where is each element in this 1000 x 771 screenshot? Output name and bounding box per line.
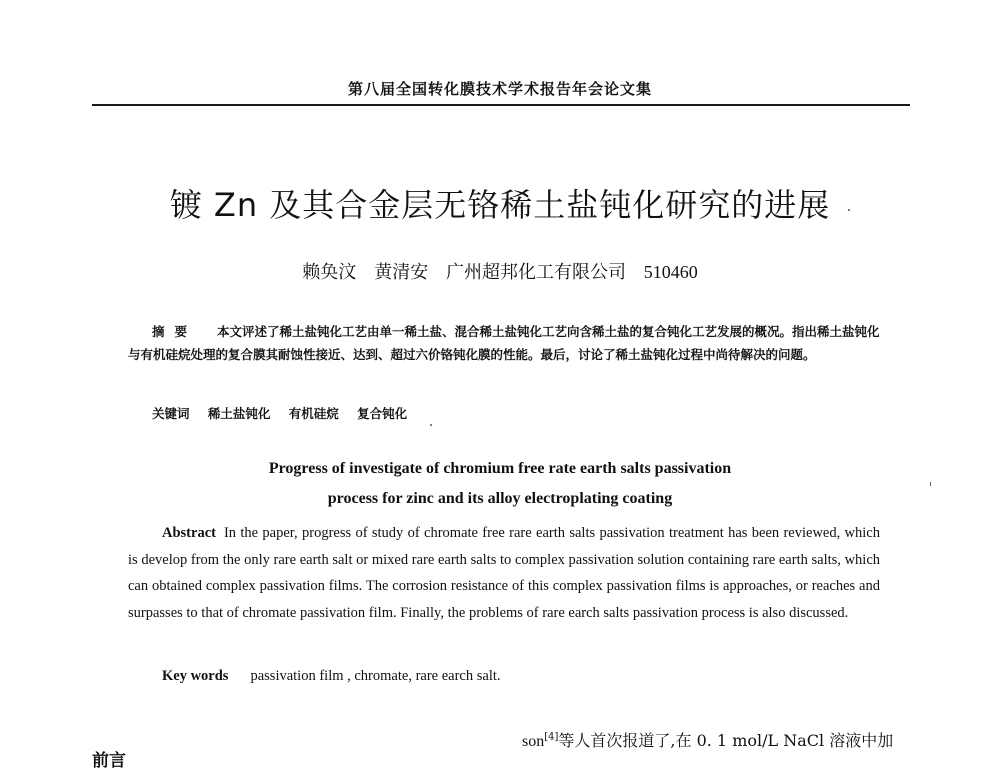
body-column-2-first-line xyxy=(522,728,893,751)
chinese-abstract-label: 摘要 xyxy=(152,324,198,339)
english-keywords-text: passivation film , chromate, rare earch salt. xyxy=(250,668,501,684)
english-title-line-1: Progress of investigate of chromium free rate earth salts passivation xyxy=(268,460,732,477)
header-rule xyxy=(92,104,910,106)
chinese-keyword: 有机硅烷 xyxy=(288,406,339,421)
paper-title: 镀 Zn 及其合金层无铬稀土盐钝化研究的进展 xyxy=(169,186,831,224)
chinese-keyword: 稀土盐钝化 xyxy=(207,406,271,421)
body-citation-ref: [4] xyxy=(544,731,559,743)
chinese-abstract xyxy=(128,320,888,366)
section-heading: 前言 xyxy=(92,751,126,771)
english-abstract xyxy=(128,520,880,626)
chinese-keyword: 复合钝化 xyxy=(357,406,408,421)
chinese-keywords-label: 关键词 xyxy=(152,406,190,421)
body-text: 等人首次报道了,在 0. 1 mol/L NaCl 溶液中加 xyxy=(558,731,894,750)
running-header: 第八届全国转化膜技术学术报告年会论文集 xyxy=(347,80,652,98)
english-title-line-2: process for zinc and its alloy electroplating coating xyxy=(327,490,673,507)
author-names: 赖奂汶 黄清安 xyxy=(302,262,429,283)
author-postcode: 510460 xyxy=(643,262,698,282)
author-line xyxy=(0,258,1000,284)
scan-speck xyxy=(848,209,850,211)
english-keywords-label: Key words xyxy=(162,668,229,684)
author-affiliation: 广州超邦化工有限公司 xyxy=(446,262,626,283)
scan-speck xyxy=(930,482,931,486)
english-abstract-label: Abstract xyxy=(162,525,216,541)
scan-speck xyxy=(430,424,432,426)
english-abstract-text: In the paper, progress of study of chromate free rare earth salts passivation treatment has been reviewed, which is develop from the only rare earth salt or mixed rare earth salts to complex passivation solution containing rare earth salts, which can obtained complex passivation films. The corrosion resistance of this complex passivation films is approaches, or reaches and surpasses to that of chromate passivation film. Finally, the problems of rare earch salts passivation process is also discussed. xyxy=(128,525,880,621)
chinese-abstract-text: 本文评述了稀土盐钝化工艺由单一稀土盐、混合稀土盐钝化工艺向含稀土盐的复合钝化工艺发展的概况。指出稀土盐钝化与有机硅烷处理的复合膜其耐蚀性接近、达到、超过六价铬钝化膜的性能。最后，讨论了稀土盐钝化过程中尚待解决的问题。 xyxy=(128,324,880,362)
body-citation-author: son xyxy=(522,733,545,750)
chinese-keywords xyxy=(152,404,421,422)
english-keywords xyxy=(162,668,501,685)
